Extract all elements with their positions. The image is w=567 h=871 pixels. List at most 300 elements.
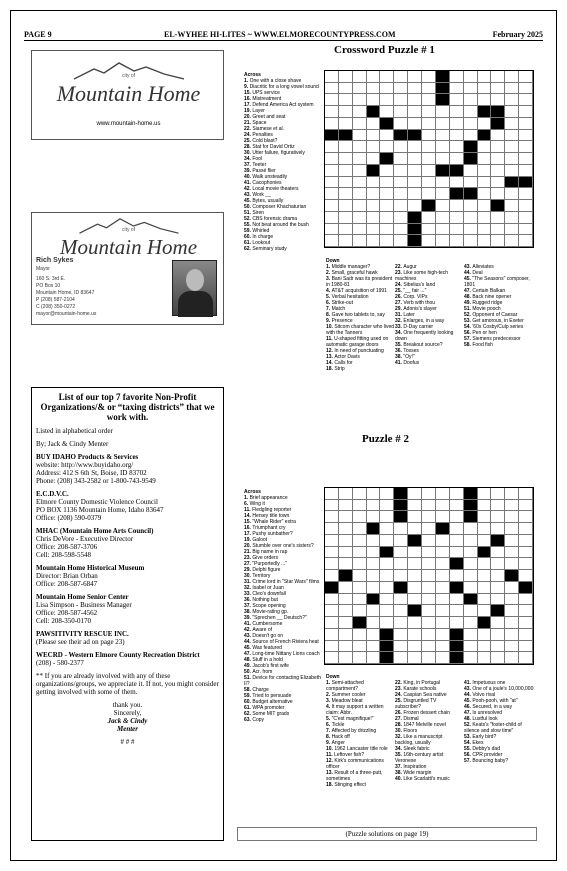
grid-cell[interactable] — [464, 617, 478, 629]
grid-cell[interactable] — [478, 629, 492, 641]
grid-cell[interactable] — [339, 594, 353, 606]
grid-cell[interactable] — [353, 188, 367, 200]
grid-cell[interactable] — [353, 235, 367, 247]
grid-cell[interactable] — [353, 641, 367, 653]
grid-cell[interactable] — [367, 535, 381, 547]
grid-cell[interactable] — [408, 153, 422, 165]
grid-cell[interactable] — [478, 177, 492, 189]
grid-cell[interactable] — [436, 617, 450, 629]
grid-cell[interactable] — [519, 547, 533, 559]
grid-cell[interactable] — [478, 605, 492, 617]
grid-cell[interactable] — [408, 165, 422, 177]
grid-cell[interactable] — [394, 106, 408, 118]
grid-cell[interactable] — [519, 500, 533, 512]
grid-cell[interactable] — [450, 570, 464, 582]
grid-cell[interactable] — [519, 83, 533, 95]
grid-cell[interactable] — [408, 582, 422, 594]
grid-cell[interactable] — [478, 558, 492, 570]
grid-cell[interactable] — [353, 200, 367, 212]
grid-cell[interactable] — [464, 652, 478, 664]
grid-cell[interactable] — [353, 212, 367, 224]
grid-cell[interactable] — [380, 617, 394, 629]
grid-cell[interactable] — [450, 511, 464, 523]
grid-cell[interactable] — [436, 141, 450, 153]
grid-cell[interactable] — [422, 235, 436, 247]
grid-cell[interactable] — [408, 94, 422, 106]
grid-cell[interactable] — [505, 130, 519, 142]
grid-cell[interactable] — [422, 71, 436, 83]
grid-cell[interactable] — [325, 641, 339, 653]
grid-cell[interactable] — [353, 118, 367, 130]
grid-cell[interactable] — [505, 224, 519, 236]
grid-cell[interactable] — [380, 570, 394, 582]
grid-cell[interactable] — [325, 83, 339, 95]
grid-cell[interactable] — [394, 224, 408, 236]
grid-cell[interactable] — [367, 118, 381, 130]
grid-cell[interactable] — [325, 629, 339, 641]
grid-cell[interactable] — [422, 224, 436, 236]
grid-cell[interactable] — [367, 71, 381, 83]
grid-cell[interactable] — [519, 535, 533, 547]
grid-cell[interactable] — [450, 212, 464, 224]
grid-cell[interactable] — [422, 212, 436, 224]
grid-cell[interactable] — [325, 165, 339, 177]
grid-cell[interactable] — [478, 94, 492, 106]
grid-cell[interactable] — [478, 224, 492, 236]
grid-cell[interactable] — [380, 558, 394, 570]
grid-cell[interactable] — [408, 500, 422, 512]
grid-cell[interactable] — [367, 582, 381, 594]
grid-cell[interactable] — [464, 212, 478, 224]
grid-cell[interactable] — [436, 641, 450, 653]
grid-cell[interactable] — [353, 165, 367, 177]
grid-cell[interactable] — [422, 165, 436, 177]
grid-cell[interactable] — [519, 488, 533, 500]
grid-cell[interactable] — [478, 570, 492, 582]
grid-cell[interactable] — [450, 605, 464, 617]
grid-cell[interactable] — [380, 200, 394, 212]
grid-cell[interactable] — [491, 652, 505, 664]
grid-cell[interactable] — [464, 130, 478, 142]
grid-cell[interactable] — [422, 629, 436, 641]
grid-cell[interactable] — [367, 130, 381, 142]
grid-cell[interactable] — [408, 652, 422, 664]
grid-cell[interactable] — [325, 511, 339, 523]
grid-cell[interactable] — [519, 617, 533, 629]
grid-cell[interactable] — [367, 511, 381, 523]
grid-cell[interactable] — [394, 141, 408, 153]
grid-cell[interactable] — [422, 141, 436, 153]
grid-cell[interactable] — [519, 71, 533, 83]
grid-cell[interactable] — [436, 652, 450, 664]
grid-cell[interactable] — [464, 224, 478, 236]
grid-cell[interactable] — [464, 605, 478, 617]
grid-cell[interactable] — [478, 500, 492, 512]
grid-cell[interactable] — [380, 582, 394, 594]
grid-cell[interactable] — [491, 523, 505, 535]
grid-cell[interactable] — [491, 224, 505, 236]
grid-cell[interactable] — [325, 153, 339, 165]
grid-cell[interactable] — [422, 582, 436, 594]
grid-cell[interactable] — [491, 594, 505, 606]
grid-cell[interactable] — [394, 71, 408, 83]
grid-cell[interactable] — [353, 605, 367, 617]
grid-cell[interactable] — [478, 488, 492, 500]
grid-cell[interactable] — [367, 500, 381, 512]
grid-cell[interactable] — [339, 71, 353, 83]
grid-cell[interactable] — [464, 558, 478, 570]
grid-cell[interactable] — [519, 629, 533, 641]
grid-cell[interactable] — [450, 523, 464, 535]
grid-cell[interactable] — [519, 106, 533, 118]
grid-cell[interactable] — [478, 153, 492, 165]
grid-cell[interactable] — [353, 71, 367, 83]
grid-cell[interactable] — [325, 212, 339, 224]
grid-cell[interactable] — [380, 224, 394, 236]
grid-cell[interactable] — [450, 617, 464, 629]
grid-cell[interactable] — [464, 523, 478, 535]
grid-cell[interactable] — [380, 212, 394, 224]
grid-cell[interactable] — [464, 570, 478, 582]
grid-cell[interactable] — [436, 153, 450, 165]
grid-cell[interactable] — [519, 235, 533, 247]
grid-cell[interactable] — [422, 177, 436, 189]
grid-cell[interactable] — [367, 652, 381, 664]
grid-cell[interactable] — [464, 165, 478, 177]
grid-cell[interactable] — [422, 523, 436, 535]
grid-cell[interactable] — [491, 582, 505, 594]
grid-cell[interactable] — [450, 71, 464, 83]
grid-cell[interactable] — [325, 500, 339, 512]
grid-cell[interactable] — [519, 130, 533, 142]
grid-cell[interactable] — [450, 118, 464, 130]
grid-cell[interactable] — [394, 558, 408, 570]
grid-cell[interactable] — [436, 130, 450, 142]
grid-cell[interactable] — [394, 83, 408, 95]
grid-cell[interactable] — [339, 605, 353, 617]
grid-cell[interactable] — [394, 153, 408, 165]
grid-cell[interactable] — [436, 235, 450, 247]
grid-cell[interactable] — [408, 83, 422, 95]
grid-cell[interactable] — [519, 570, 533, 582]
grid-cell[interactable] — [339, 547, 353, 559]
grid-cell[interactable] — [394, 200, 408, 212]
grid-cell[interactable] — [505, 118, 519, 130]
grid-cell[interactable] — [394, 165, 408, 177]
grid-cell[interactable] — [408, 617, 422, 629]
grid-cell[interactable] — [339, 629, 353, 641]
grid-cell[interactable] — [353, 535, 367, 547]
grid-cell[interactable] — [325, 200, 339, 212]
grid-cell[interactable] — [339, 488, 353, 500]
grid-cell[interactable] — [519, 153, 533, 165]
grid-cell[interactable] — [436, 224, 450, 236]
grid-cell[interactable] — [519, 523, 533, 535]
grid-cell[interactable] — [478, 200, 492, 212]
grid-cell[interactable] — [422, 83, 436, 95]
grid-cell[interactable] — [339, 177, 353, 189]
grid-cell[interactable] — [353, 94, 367, 106]
grid-cell[interactable] — [519, 511, 533, 523]
grid-cell[interactable] — [519, 200, 533, 212]
grid-cell[interactable] — [464, 94, 478, 106]
grid-cell[interactable] — [450, 130, 464, 142]
grid-cell[interactable] — [505, 488, 519, 500]
grid-cell[interactable] — [436, 582, 450, 594]
grid-cell[interactable] — [380, 71, 394, 83]
grid-cell[interactable] — [436, 629, 450, 641]
grid-cell[interactable] — [394, 235, 408, 247]
grid-cell[interactable] — [450, 83, 464, 95]
grid-cell[interactable] — [325, 94, 339, 106]
grid-cell[interactable] — [464, 547, 478, 559]
grid-cell[interactable] — [367, 605, 381, 617]
grid-cell[interactable] — [353, 547, 367, 559]
grid-cell[interactable] — [422, 594, 436, 606]
grid-cell[interactable] — [339, 165, 353, 177]
grid-cell[interactable] — [325, 188, 339, 200]
grid-cell[interactable] — [478, 212, 492, 224]
grid-cell[interactable] — [505, 617, 519, 629]
grid-cell[interactable] — [436, 570, 450, 582]
grid-cell[interactable] — [339, 141, 353, 153]
grid-cell[interactable] — [353, 652, 367, 664]
grid-cell[interactable] — [394, 94, 408, 106]
grid-cell[interactable] — [325, 71, 339, 83]
grid-cell[interactable] — [491, 83, 505, 95]
grid-cell[interactable] — [353, 523, 367, 535]
grid-cell[interactable] — [339, 558, 353, 570]
grid-cell[interactable] — [436, 535, 450, 547]
grid-cell[interactable] — [450, 106, 464, 118]
grid-cell[interactable] — [353, 511, 367, 523]
grid-cell[interactable] — [325, 141, 339, 153]
grid-cell[interactable] — [464, 71, 478, 83]
grid-cell[interactable] — [505, 511, 519, 523]
grid-cell[interactable] — [339, 224, 353, 236]
grid-cell[interactable] — [408, 106, 422, 118]
grid-cell[interactable] — [436, 188, 450, 200]
grid-cell[interactable] — [353, 141, 367, 153]
grid-cell[interactable] — [339, 523, 353, 535]
grid-cell[interactable] — [519, 652, 533, 664]
grid-cell[interactable] — [436, 605, 450, 617]
grid-cell[interactable] — [394, 523, 408, 535]
grid-cell[interactable] — [505, 71, 519, 83]
grid-cell[interactable] — [491, 641, 505, 653]
grid-cell[interactable] — [380, 488, 394, 500]
grid-cell[interactable] — [505, 582, 519, 594]
grid-cell[interactable] — [422, 641, 436, 653]
grid-cell[interactable] — [478, 141, 492, 153]
grid-cell[interactable] — [353, 177, 367, 189]
grid-cell[interactable] — [394, 535, 408, 547]
grid-cell[interactable] — [422, 605, 436, 617]
grid-cell[interactable] — [339, 235, 353, 247]
grid-cell[interactable] — [478, 535, 492, 547]
grid-cell[interactable] — [450, 235, 464, 247]
grid-cell[interactable] — [450, 141, 464, 153]
grid-cell[interactable] — [339, 617, 353, 629]
grid-cell[interactable] — [436, 212, 450, 224]
grid-cell[interactable] — [367, 94, 381, 106]
grid-cell[interactable] — [325, 617, 339, 629]
grid-cell[interactable] — [325, 177, 339, 189]
grid-cell[interactable] — [478, 511, 492, 523]
grid-cell[interactable] — [450, 488, 464, 500]
grid-cell[interactable] — [408, 177, 422, 189]
grid-cell[interactable] — [505, 629, 519, 641]
grid-cell[interactable] — [491, 141, 505, 153]
grid-cell[interactable] — [450, 547, 464, 559]
grid-cell[interactable] — [339, 212, 353, 224]
grid-cell[interactable] — [436, 488, 450, 500]
grid-cell[interactable] — [505, 235, 519, 247]
grid-cell[interactable] — [491, 558, 505, 570]
grid-cell[interactable] — [408, 594, 422, 606]
grid-cell[interactable] — [505, 605, 519, 617]
grid-cell[interactable] — [380, 165, 394, 177]
grid-cell[interactable] — [380, 511, 394, 523]
grid-cell[interactable] — [505, 165, 519, 177]
grid-cell[interactable] — [325, 535, 339, 547]
grid-cell[interactable] — [367, 200, 381, 212]
grid-cell[interactable] — [491, 188, 505, 200]
grid-cell[interactable] — [339, 641, 353, 653]
grid-cell[interactable] — [394, 652, 408, 664]
grid-cell[interactable] — [380, 141, 394, 153]
grid-cell[interactable] — [491, 629, 505, 641]
grid-cell[interactable] — [505, 83, 519, 95]
grid-cell[interactable] — [339, 652, 353, 664]
grid-cell[interactable] — [325, 547, 339, 559]
grid-cell[interactable] — [422, 118, 436, 130]
grid-cell[interactable] — [367, 235, 381, 247]
grid-cell[interactable] — [505, 535, 519, 547]
grid-cell[interactable] — [422, 511, 436, 523]
grid-cell[interactable] — [408, 188, 422, 200]
grid-cell[interactable] — [380, 94, 394, 106]
grid-cell[interactable] — [394, 212, 408, 224]
grid-cell[interactable] — [339, 511, 353, 523]
grid-cell[interactable] — [339, 118, 353, 130]
puzzle2-grid[interactable] — [324, 487, 534, 665]
grid-cell[interactable] — [436, 200, 450, 212]
grid-cell[interactable] — [491, 94, 505, 106]
grid-cell[interactable] — [367, 153, 381, 165]
grid-cell[interactable] — [325, 652, 339, 664]
grid-cell[interactable] — [478, 83, 492, 95]
grid-cell[interactable] — [422, 535, 436, 547]
grid-cell[interactable] — [505, 153, 519, 165]
grid-cell[interactable] — [422, 617, 436, 629]
grid-cell[interactable] — [367, 224, 381, 236]
grid-cell[interactable] — [491, 617, 505, 629]
grid-cell[interactable] — [325, 488, 339, 500]
grid-cell[interactable] — [325, 558, 339, 570]
grid-cell[interactable] — [325, 235, 339, 247]
grid-cell[interactable] — [380, 535, 394, 547]
grid-cell[interactable] — [408, 200, 422, 212]
grid-cell[interactable] — [519, 605, 533, 617]
grid-cell[interactable] — [325, 106, 339, 118]
grid-cell[interactable] — [422, 547, 436, 559]
grid-cell[interactable] — [408, 118, 422, 130]
grid-cell[interactable] — [380, 605, 394, 617]
grid-cell[interactable] — [339, 83, 353, 95]
grid-cell[interactable] — [464, 118, 478, 130]
grid-cell[interactable] — [519, 224, 533, 236]
grid-cell[interactable] — [450, 594, 464, 606]
grid-cell[interactable] — [353, 500, 367, 512]
grid-cell[interactable] — [491, 488, 505, 500]
grid-cell[interactable] — [464, 582, 478, 594]
grid-cell[interactable] — [339, 106, 353, 118]
grid-cell[interactable] — [380, 235, 394, 247]
grid-cell[interactable] — [436, 500, 450, 512]
grid-cell[interactable] — [353, 570, 367, 582]
grid-cell[interactable] — [353, 594, 367, 606]
grid-cell[interactable] — [380, 177, 394, 189]
grid-cell[interactable] — [408, 523, 422, 535]
grid-cell[interactable] — [380, 188, 394, 200]
grid-cell[interactable] — [491, 570, 505, 582]
grid-cell[interactable] — [394, 570, 408, 582]
grid-cell[interactable] — [408, 629, 422, 641]
grid-cell[interactable] — [464, 83, 478, 95]
grid-cell[interactable] — [478, 652, 492, 664]
grid-cell[interactable] — [353, 629, 367, 641]
grid-cell[interactable] — [380, 106, 394, 118]
grid-cell[interactable] — [339, 535, 353, 547]
grid-cell[interactable] — [339, 153, 353, 165]
grid-cell[interactable] — [353, 130, 367, 142]
grid-cell[interactable] — [450, 177, 464, 189]
grid-cell[interactable] — [367, 629, 381, 641]
grid-cell[interactable] — [478, 118, 492, 130]
grid-cell[interactable] — [422, 94, 436, 106]
grid-cell[interactable] — [353, 488, 367, 500]
grid-cell[interactable] — [394, 617, 408, 629]
grid-cell[interactable] — [353, 106, 367, 118]
puzzle1-grid[interactable] — [324, 70, 534, 248]
grid-cell[interactable] — [478, 188, 492, 200]
grid-cell[interactable] — [408, 558, 422, 570]
grid-cell[interactable] — [478, 594, 492, 606]
grid-cell[interactable] — [505, 212, 519, 224]
grid-cell[interactable] — [450, 500, 464, 512]
grid-cell[interactable] — [394, 605, 408, 617]
grid-cell[interactable] — [491, 511, 505, 523]
grid-cell[interactable] — [394, 118, 408, 130]
grid-cell[interactable] — [464, 106, 478, 118]
grid-cell[interactable] — [422, 652, 436, 664]
grid-cell[interactable] — [464, 535, 478, 547]
grid-cell[interactable] — [519, 188, 533, 200]
grid-cell[interactable] — [464, 177, 478, 189]
grid-cell[interactable] — [353, 558, 367, 570]
grid-cell[interactable] — [491, 235, 505, 247]
grid-cell[interactable] — [450, 153, 464, 165]
grid-cell[interactable] — [464, 235, 478, 247]
grid-cell[interactable] — [367, 177, 381, 189]
grid-cell[interactable] — [325, 594, 339, 606]
grid-cell[interactable] — [505, 106, 519, 118]
grid-cell[interactable] — [353, 153, 367, 165]
grid-cell[interactable] — [408, 141, 422, 153]
grid-cell[interactable] — [408, 71, 422, 83]
grid-cell[interactable] — [339, 94, 353, 106]
